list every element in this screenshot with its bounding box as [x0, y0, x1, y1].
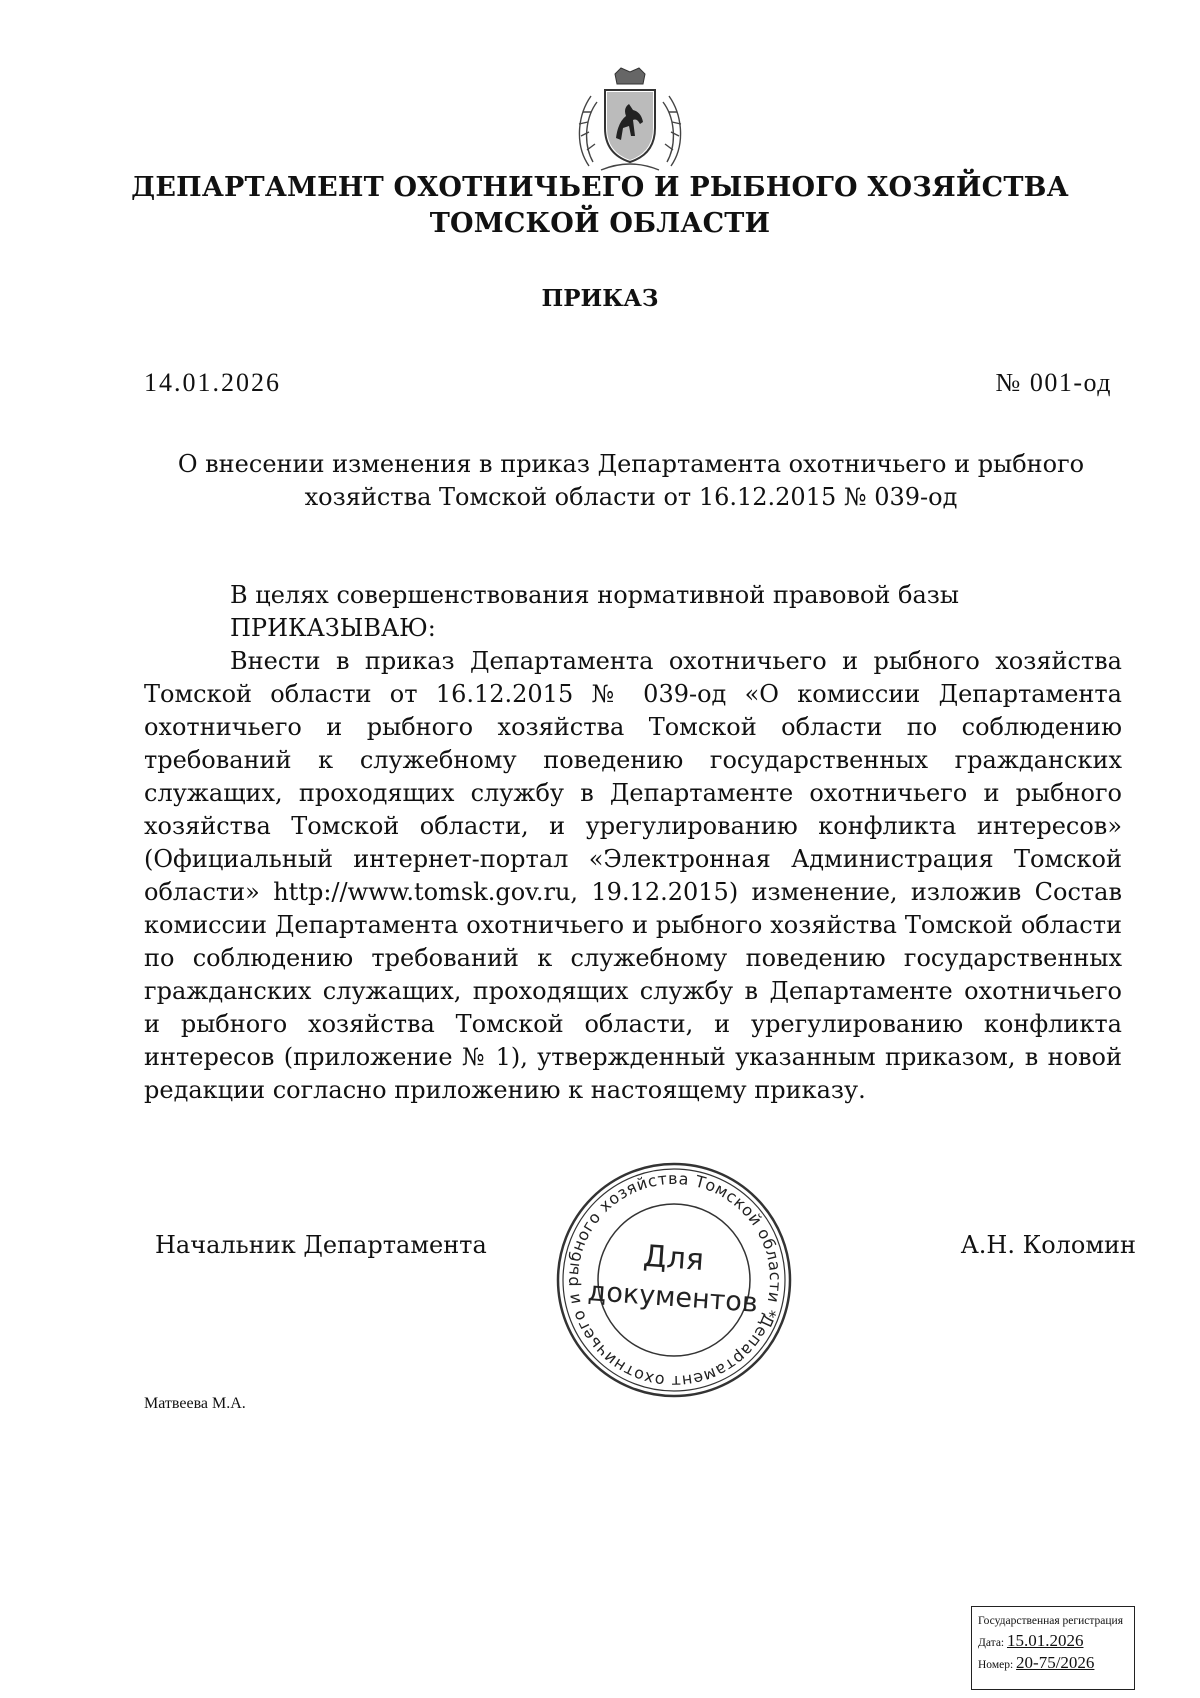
organization-name-line1: ДЕПАРТАМЕНТ ОХОТНИЧЬЕГО И РЫБНОГО ХОЗЯЙСТВА	[131, 172, 1069, 203]
registration-date-label: Дата:	[978, 1637, 1005, 1649]
registration-number-label: Номер:	[978, 1659, 1014, 1671]
document-date: 14.01.2026	[144, 368, 281, 397]
seal-center-line2: документов	[586, 1276, 759, 1319]
subject-line2: хозяйства Томской области от 16.12.2015 № 039-од	[304, 483, 958, 511]
document-type-title: ПРИКАЗ	[541, 285, 659, 312]
seal-center-line1: Для	[642, 1238, 705, 1278]
registration-number-row	[978, 1653, 1128, 1675]
preamble: В целях совершенствования нормативной правовой базы	[230, 581, 959, 609]
document-subject	[0, 448, 1200, 514]
order-word: ПРИКАЗЫВАЮ:	[230, 614, 436, 642]
registration-date-row	[978, 1631, 1128, 1653]
registration-number-value: 20-75/2026	[1016, 1653, 1095, 1672]
preamble-text	[230, 579, 959, 645]
document-number: № 001-од	[995, 368, 1112, 397]
registration-date-value: 15.01.2026	[1007, 1631, 1084, 1650]
seal-ring-text: Департамент охотничьего и рыбного хозяйства Томской области *	[562, 1168, 786, 1392]
official-seal-stamp	[554, 1160, 794, 1400]
order-body-text: Внести в приказ Департамента охотничьего и рыбного хозяйства Томской области от 16.12.2015 № 039-од «О комиссии Департамента охотничьего и рыбного хозяйства Томской области по соблюдению требований к служебному поведению государственных гражданских служащих, проходящих службу в Департаменте охотничьего и рыбного хозяйства Томской области, и урегулированию конфликта интересов» (Официальный интернет-портал «Электронная Администрация Томской области» http://www.tomsk.gov.ru, 19.12.2015) изменение, изложив Состав комиссии Департамента охотничьего и рыбного хозяйства Томской области по соблюдению требований к служебному поведению государственных гражданских служащих, проходящих службу в Департаменте охотничьего и рыбного хозяйства Томской области, и урегулированию конфликта интересов (приложение № 1), утвержденный указанным приказом, в новой редакции согласно приложению к настоящему приказу.	[144, 647, 1122, 1104]
executor-name: Матвеева М.А.	[144, 1395, 246, 1412]
organization-name-line2: ТОМСКОЙ ОБЛАСТИ	[429, 208, 771, 239]
signatory-position: Начальник Департамента	[155, 1231, 487, 1259]
coat-of-arms-emblem	[571, 66, 689, 176]
registration-title: Государственная регистрация	[978, 1615, 1123, 1627]
registration-stamp-box	[971, 1606, 1135, 1690]
subject-line1: О внесении изменения в приказ Департамента охотничьего и рыбного	[177, 450, 1085, 478]
signatory-name: А.Н. Коломин	[960, 1231, 1136, 1259]
